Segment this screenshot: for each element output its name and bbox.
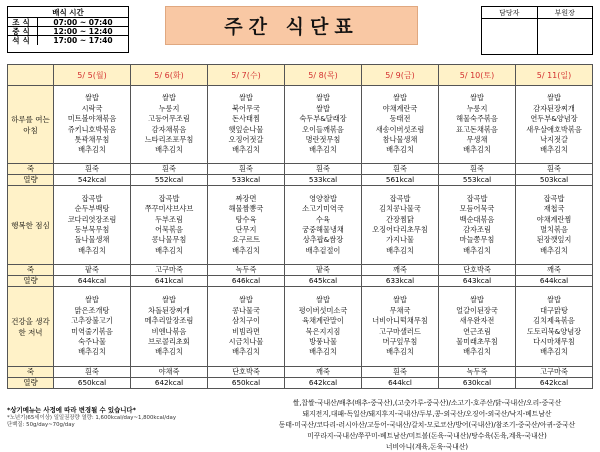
- dish-item: 쭈꾸미샤브샤브: [144, 204, 194, 214]
- day-header: 5/ 10(토): [439, 65, 516, 86]
- dish-item: 쌀밥: [470, 93, 484, 103]
- dish-item: 야채계란국: [382, 103, 418, 113]
- dish-item: 쌀밥: [162, 93, 176, 103]
- dish-item: 수육: [316, 214, 330, 224]
- day-header: 5/ 9(금): [362, 65, 439, 86]
- dish-item: 연근조림: [463, 326, 491, 336]
- calorie-value: 561kcal: [362, 175, 439, 186]
- dish-item: 표고돈채볶음: [456, 124, 498, 134]
- dish-item: 잡곡밥: [158, 193, 180, 203]
- porridge-item: 흰죽: [285, 164, 362, 175]
- dish-item: 잡곡밥: [543, 193, 565, 203]
- dish-item: 배추김치: [309, 145, 337, 155]
- dish-item: 명란젓무침: [305, 134, 341, 144]
- dish-item: 배추김치: [232, 245, 260, 255]
- meal-cell: [54, 86, 131, 164]
- approval-label-director: 부원장: [538, 7, 593, 19]
- approval-label-staff: 담당자: [482, 7, 537, 19]
- dish-item: 대구맑탕: [540, 305, 568, 315]
- calorie-value: 644kcl: [362, 378, 439, 389]
- meal-cell: [54, 287, 131, 367]
- dish-item: 배추김치: [155, 347, 183, 357]
- dish-item: 쌀밥: [470, 295, 484, 305]
- dish-item: 낙지젓갈: [540, 134, 568, 144]
- dish-item: 돈사태찜: [232, 114, 260, 124]
- dish-item: 배추김치: [232, 145, 260, 155]
- dish-item: 순두부백탕: [74, 204, 110, 214]
- meal-cell: [208, 186, 285, 265]
- calorie-value: 650kcal: [208, 378, 285, 389]
- dish-item: 너비아니떡채무침: [372, 316, 428, 326]
- dish-item: 배추김치: [232, 347, 260, 357]
- approval-box: [481, 6, 593, 55]
- dish-item: 묵은지지짐: [305, 326, 341, 336]
- dish-item: 누룽지: [466, 103, 488, 113]
- dish-item: 잡곡밥: [81, 193, 103, 203]
- dish-item: 다시마채무침: [533, 336, 575, 346]
- porridge-item: 흰죽: [439, 164, 516, 175]
- dish-item: 도토리묵&양념장: [526, 326, 582, 336]
- porridge-item: 흰죽: [208, 164, 285, 175]
- origin-line: 너비아니(계육,돈육-국내산): [385, 443, 469, 451]
- dish-item: 물미래초무침: [456, 336, 498, 346]
- dish-item: 평이버섯미소국: [298, 305, 348, 315]
- dish-item: 비엔나볶음: [151, 326, 187, 336]
- dish-item: 고구마샐러드: [379, 326, 421, 336]
- dish-item: 돌나물생채: [74, 235, 110, 245]
- meal-time: 12:00 ~ 12:40: [53, 27, 113, 36]
- origin-line: 동태-미국산/코다리-러시아산/고등어-국내산/갈치-모로코산/방어(국내산)/참조기-중국산/아귀-중국산: [278, 421, 576, 429]
- meal-label: 행복한 점심: [8, 186, 54, 265]
- porridge-item: 녹두죽: [439, 367, 516, 378]
- dish-item: 배추김치: [309, 347, 337, 357]
- calorie-value: 542kcal: [54, 175, 131, 186]
- origin-line: 미꾸라지-국내산/쭈꾸미-베트남산/미트볼(돈육-국내산)/탕수육(돈육,계육-국내산): [307, 432, 547, 440]
- origin-info: [262, 398, 592, 452]
- meal-cell: [516, 287, 593, 367]
- calorie-value: 503kcal: [516, 175, 593, 186]
- dish-item: 동부묵무침: [74, 225, 110, 234]
- meal-name: 조식: [8, 18, 38, 26]
- dish-item: 숙주나물: [78, 336, 106, 346]
- dish-item: 쌀밥: [239, 93, 253, 103]
- calorie-value: 552kcal: [131, 175, 208, 186]
- calorie-value: 650kcal: [54, 378, 131, 389]
- meal-time: 17:00 ~ 17:40: [53, 36, 113, 45]
- dish-item: 배추김치: [463, 347, 491, 357]
- calorie-value: 642kcal: [285, 378, 362, 389]
- meal-label: 하루를 여는 아침: [8, 86, 54, 164]
- day-header: 5/ 7(수): [208, 65, 285, 86]
- dish-item: 김치콩나물국: [379, 204, 421, 214]
- meal-cell: [439, 186, 516, 265]
- dish-item: 짜장면: [235, 193, 257, 203]
- dish-item: 탕수육: [235, 214, 257, 224]
- dish-item: 배추김치: [540, 245, 568, 255]
- dish-item: 시금치나물: [228, 336, 264, 346]
- dish-item: 배추김치: [540, 347, 568, 357]
- dish-item: 영양찰밥: [309, 193, 337, 203]
- dish-item: 브로콜리초회: [148, 336, 190, 346]
- dish-item: 비빔라면: [232, 326, 260, 336]
- dish-item: 궁중해물냉채: [302, 225, 344, 234]
- meal-cell: [208, 86, 285, 164]
- dish-item: 참나물생채: [382, 134, 418, 144]
- porridge-item: 단호박죽: [208, 367, 285, 378]
- meal-cell: [54, 186, 131, 265]
- dish-item: 가지나물: [386, 235, 414, 245]
- dish-item: 시락국: [81, 103, 103, 113]
- porridge-label: 죽: [8, 367, 54, 378]
- porridge-item: 깨죽: [362, 265, 439, 276]
- meal-cell: [516, 86, 593, 164]
- porridge-item: 흰죽: [131, 164, 208, 175]
- service-time-box: [7, 6, 129, 53]
- dish-item: 쌀밥: [547, 295, 561, 305]
- calorie-value: 533kcal: [285, 175, 362, 186]
- porridge-item: 흰죽: [54, 367, 131, 378]
- dish-item: 새우완자전: [459, 316, 495, 326]
- page-title: 주간 식단표: [165, 6, 418, 45]
- dish-item: 느타리조포무침: [144, 134, 194, 144]
- meal-time: 07:00 ~ 07:40: [53, 18, 113, 27]
- dish-item: 쌀밥: [162, 295, 176, 305]
- dish-item: 쌀밥: [316, 103, 330, 113]
- dish-item: 배추겉절이: [305, 245, 341, 255]
- dish-item: 고등어무조림: [148, 114, 190, 124]
- porridge-item: 깨죽: [285, 367, 362, 378]
- dish-item: 북어무국: [232, 103, 260, 113]
- porridge-item: 팥죽: [54, 265, 131, 276]
- porridge-item: 야채죽: [131, 367, 208, 378]
- dish-item: 쌀밥: [547, 93, 561, 103]
- porridge-item: 흰죽: [362, 164, 439, 175]
- origin-line: 돼지전지,대패-독일산/돼지후지-국내산/두부,콩-외국산/오징어-외국산/낙지-베트남산: [302, 410, 552, 418]
- calorie-value: 643kcal: [439, 276, 516, 287]
- footnote: [7, 406, 257, 429]
- porridge-item: 고구마죽: [131, 265, 208, 276]
- nutrition-note: 단백질: 50g/day~70g/day: [7, 422, 75, 428]
- approval-column: [538, 7, 593, 54]
- dish-item: 새송이버섯조림: [375, 124, 425, 134]
- meal-cell: [362, 86, 439, 164]
- dish-item: 마늘쫑무침: [459, 235, 495, 245]
- calorie-value: 642kcal: [131, 378, 208, 389]
- dish-item: 배추김치: [386, 145, 414, 155]
- dish-item: 해물짬뽕국: [228, 204, 264, 214]
- dish-item: 고추장불고기: [71, 316, 113, 326]
- porridge-item: 흰죽: [362, 367, 439, 378]
- meal-cell: [285, 287, 362, 367]
- dish-item: 톳곽채무침: [74, 134, 110, 144]
- day-header: 5/ 5(월): [54, 65, 131, 86]
- dish-item: 모듬어묵국: [459, 204, 495, 214]
- dish-item: 햇잎순나물: [228, 124, 264, 134]
- dish-item: 배추김치: [78, 245, 106, 255]
- corner-cell: [8, 65, 54, 86]
- porridge-item: 흰죽: [54, 164, 131, 175]
- dish-item: 멸치볶음: [540, 225, 568, 234]
- meal-cell: [439, 287, 516, 367]
- calorie-label: 열량: [8, 378, 54, 389]
- calorie-value: 645kcal: [285, 276, 362, 287]
- dish-item: 숙두부&달래장: [299, 114, 347, 124]
- porridge-item: 팥죽: [285, 265, 362, 276]
- dish-item: 단무지: [235, 225, 257, 234]
- meal-cell: [131, 86, 208, 164]
- dish-item: 콩나물무침: [151, 235, 187, 245]
- day-header: 5/ 6(화): [131, 65, 208, 86]
- dish-item: 쌀밥: [393, 93, 407, 103]
- calorie-value: 630kcal: [439, 378, 516, 389]
- dish-item: 새우살애호박볶음: [526, 124, 582, 134]
- dish-item: 어묵볶음: [155, 225, 183, 234]
- dish-item: 감자채볶음: [151, 124, 187, 134]
- dish-item: 쌀밥: [85, 295, 99, 305]
- dish-item: 삼치구이: [232, 316, 260, 326]
- calorie-value: 644kcal: [516, 276, 593, 287]
- dish-item: 코다리엿장조림: [67, 214, 117, 224]
- dish-item: 쌀밥: [85, 93, 99, 103]
- dish-item: 미역줄기볶음: [71, 326, 113, 336]
- dish-item: 연두부&양념장: [530, 114, 578, 124]
- meal-cell: [516, 186, 593, 265]
- dish-item: 동태전: [389, 114, 411, 124]
- dish-item: 머구잎무침: [382, 336, 418, 346]
- day-header: 5/ 8(목): [285, 65, 362, 86]
- dish-item: 맑은조개탕: [74, 305, 110, 315]
- dish-item: 소고기미역국: [302, 204, 344, 214]
- calorie-value: 644kcal: [54, 276, 131, 287]
- calorie-label: 열량: [8, 175, 54, 186]
- calorie-value: 641kcal: [131, 276, 208, 287]
- dish-item: 잡곡밥: [466, 193, 488, 203]
- meal-cell: [362, 287, 439, 367]
- calorie-value: 646kcal: [208, 276, 285, 287]
- service-time-row: [8, 27, 128, 36]
- dish-item: 쌀밥: [316, 93, 330, 103]
- dish-item: 감자조림: [463, 225, 491, 234]
- approval-column: [482, 7, 538, 54]
- dish-item: 메추리알장조림: [144, 316, 194, 326]
- dish-item: 쌀밥: [316, 295, 330, 305]
- dish-item: 된장깻잎지: [536, 235, 572, 245]
- dish-item: 상추팝&쌈장: [302, 235, 344, 245]
- dish-item: 콩나물국: [232, 305, 260, 315]
- change-notice: *상기메뉴는 사정에 따라 변경될 수 있습니다*: [7, 406, 136, 414]
- meal-cell: [208, 287, 285, 367]
- dish-item: 오징어다리초무침: [372, 225, 428, 234]
- dish-item: 배추김치: [155, 245, 183, 255]
- meal-name: 석식: [8, 36, 38, 45]
- meal-name: 중식: [8, 27, 38, 35]
- porridge-item: 고구마죽: [516, 367, 593, 378]
- dish-item: 배추김치: [78, 347, 106, 357]
- meal-cell: [362, 186, 439, 265]
- dish-item: 방풍나물: [309, 336, 337, 346]
- dish-item: 두부조림: [155, 214, 183, 224]
- porridge-label: 죽: [8, 164, 54, 175]
- dish-item: 무생채: [466, 134, 488, 144]
- service-time-header: 배식 시간: [8, 7, 128, 18]
- dish-item: 쌀밥: [393, 295, 407, 305]
- dish-item: 요구르트: [232, 235, 260, 245]
- dish-item: 쌀밥: [239, 295, 253, 305]
- dish-item: 재첩국: [543, 204, 565, 214]
- dish-item: 간장찜닭: [386, 214, 414, 224]
- porridge-item: 단호박죽: [439, 265, 516, 276]
- calorie-label: 열량: [8, 276, 54, 287]
- dish-item: 배추김치: [78, 145, 106, 155]
- weekly-menu-table: [7, 64, 593, 389]
- dish-item: 김치제육볶음: [533, 316, 575, 326]
- calorie-value: 642kcal: [516, 378, 593, 389]
- meal-cell: [439, 86, 516, 164]
- origin-line: 쌀,찹쌀-국내산/배추(배추-중국산),(고춧가루-중국산)/소고기-호주산/닭-국내산/오리-중국산: [292, 399, 562, 407]
- dish-item: 배추김치: [386, 245, 414, 255]
- calorie-value: 553kcal: [439, 175, 516, 186]
- dish-item: 쥬키니호박볶음: [67, 124, 117, 134]
- service-time-row: [8, 36, 128, 45]
- dish-item: 육채계란말이: [302, 316, 344, 326]
- calorie-value: 633kcal: [362, 276, 439, 287]
- dish-item: 오이들깨볶음: [302, 124, 344, 134]
- porridge-item: 녹두죽: [208, 265, 285, 276]
- dish-item: 얼갈이된장국: [456, 305, 498, 315]
- meal-cell: [131, 287, 208, 367]
- dish-item: 누룽지: [158, 103, 180, 113]
- meal-cell: [285, 86, 362, 164]
- dish-item: 백순대볶음: [459, 214, 495, 224]
- dish-item: 배추김치: [463, 145, 491, 155]
- dish-item: 무채국: [389, 305, 411, 315]
- dish-item: 오징어젓갈: [228, 134, 264, 144]
- dish-item: 배추김치: [386, 347, 414, 357]
- dish-item: 배추김치: [540, 145, 568, 155]
- meal-cell: [131, 186, 208, 265]
- day-header: 5/ 11(일): [516, 65, 593, 86]
- service-time-row: [8, 18, 128, 27]
- dish-item: 해물숙주볶음: [456, 114, 498, 124]
- dish-item: 미트볼야채볶음: [67, 114, 117, 124]
- meal-label: 건강을 생각한 저녁: [8, 287, 54, 367]
- dish-item: 배추김치: [463, 245, 491, 255]
- meal-cell: [285, 186, 362, 265]
- dish-item: 감자된장찌개: [533, 103, 575, 113]
- calorie-value: 533kcal: [208, 175, 285, 186]
- dish-item: 잡곡밥: [389, 193, 411, 203]
- porridge-label: 죽: [8, 265, 54, 276]
- porridge-item: 깨죽: [516, 265, 593, 276]
- porridge-item: 흰죽: [516, 164, 593, 175]
- nutrition-note: *노년기(65세이상) 일일권장량 열량: 1,600kcal/day~1,800kcal/day: [7, 415, 177, 421]
- dish-item: 차돌된장찌개: [148, 305, 190, 315]
- dish-item: 야채계란찜: [536, 214, 572, 224]
- dish-item: 배추김치: [155, 145, 183, 155]
